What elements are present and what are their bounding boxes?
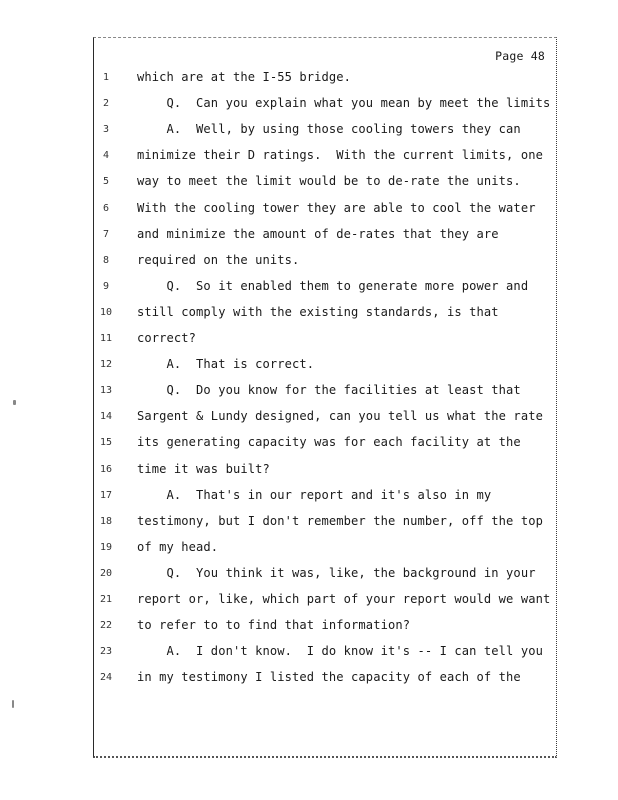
transcript-line: correct? — [137, 331, 197, 345]
transcript-line: time it was built? — [137, 461, 270, 476]
transcript-line: in my testimony I listed the capacity of each of the — [137, 670, 521, 685]
transcript-line: A. Well, by using those cooling towers they can — [137, 122, 521, 137]
line-number: 10 — [99, 306, 113, 318]
transcript-line: still comply with the existing standards, is that — [137, 304, 499, 319]
scan-speck — [13, 400, 16, 405]
line-number: 2 — [102, 98, 110, 110]
transcript-line: which are at the I-55 bridge. — [137, 70, 352, 84]
transcript-line: required on the units. — [137, 252, 300, 267]
line-number: 16 — [99, 463, 113, 475]
transcript-line: A. That is correct. — [137, 357, 315, 372]
transcript-line: A. That's in our report and it's also in my — [137, 487, 492, 502]
line-number: 9 — [102, 280, 110, 292]
line-number: 17 — [99, 489, 113, 501]
transcript-line: Q. Do you know for the facilities at least that — [137, 383, 521, 398]
line-number: 19 — [99, 541, 113, 553]
line-number: 13 — [99, 385, 113, 397]
line-number: 22 — [99, 620, 113, 632]
transcript-line: Q. Can you explain what you mean by meet the limits — [137, 96, 551, 111]
transcript-line: of my head. — [137, 539, 219, 554]
line-number: 3 — [102, 124, 110, 136]
line-number: 7 — [102, 228, 110, 240]
line-number: 23 — [99, 646, 113, 658]
transcript-line: report or, like, which part of your report would we want — [137, 592, 551, 606]
line-number: 11 — [99, 333, 113, 344]
line-number: 12 — [99, 359, 113, 371]
line-number: 8 — [102, 254, 110, 266]
line-number: 5 — [102, 176, 110, 188]
transcript-line: Q. You think it was, like, the background in your — [137, 565, 536, 580]
transcript-line: With the cooling tower they are able to cool the water — [137, 200, 536, 215]
line-number: 6 — [102, 202, 110, 214]
line-number: 14 — [99, 411, 113, 423]
line-number: 18 — [99, 515, 113, 527]
transcript-line: way to meet the limit would be to de-rate the units. — [137, 174, 521, 189]
line-number: 1 — [102, 72, 110, 83]
transcript-line: Q. So it enabled them to generate more power and — [137, 278, 529, 293]
transcript-line: to refer to to find that information? — [137, 618, 411, 633]
transcript-line: testimony, but I don't remember the number, off the top — [137, 513, 543, 528]
line-number: 24 — [99, 672, 113, 684]
line-number: 4 — [102, 150, 110, 162]
transcript-line: A. I don't know. I do know it's -- I can tell you — [137, 644, 543, 659]
transcript-line: and minimize the amount of de-rates that they are — [137, 226, 499, 241]
line-number: 21 — [99, 594, 113, 605]
line-number: 20 — [99, 567, 113, 579]
transcript-line: Sargent & Lundy designed, can you tell us what the rate — [137, 409, 543, 424]
line-number: 15 — [99, 437, 113, 449]
transcript-line: minimize their D ratings. With the current limits, one — [137, 148, 543, 163]
scan-speck — [12, 700, 14, 708]
page-number: Page 48 — [495, 49, 545, 63]
transcript-line: its generating capacity was for each facility at the — [137, 435, 521, 450]
